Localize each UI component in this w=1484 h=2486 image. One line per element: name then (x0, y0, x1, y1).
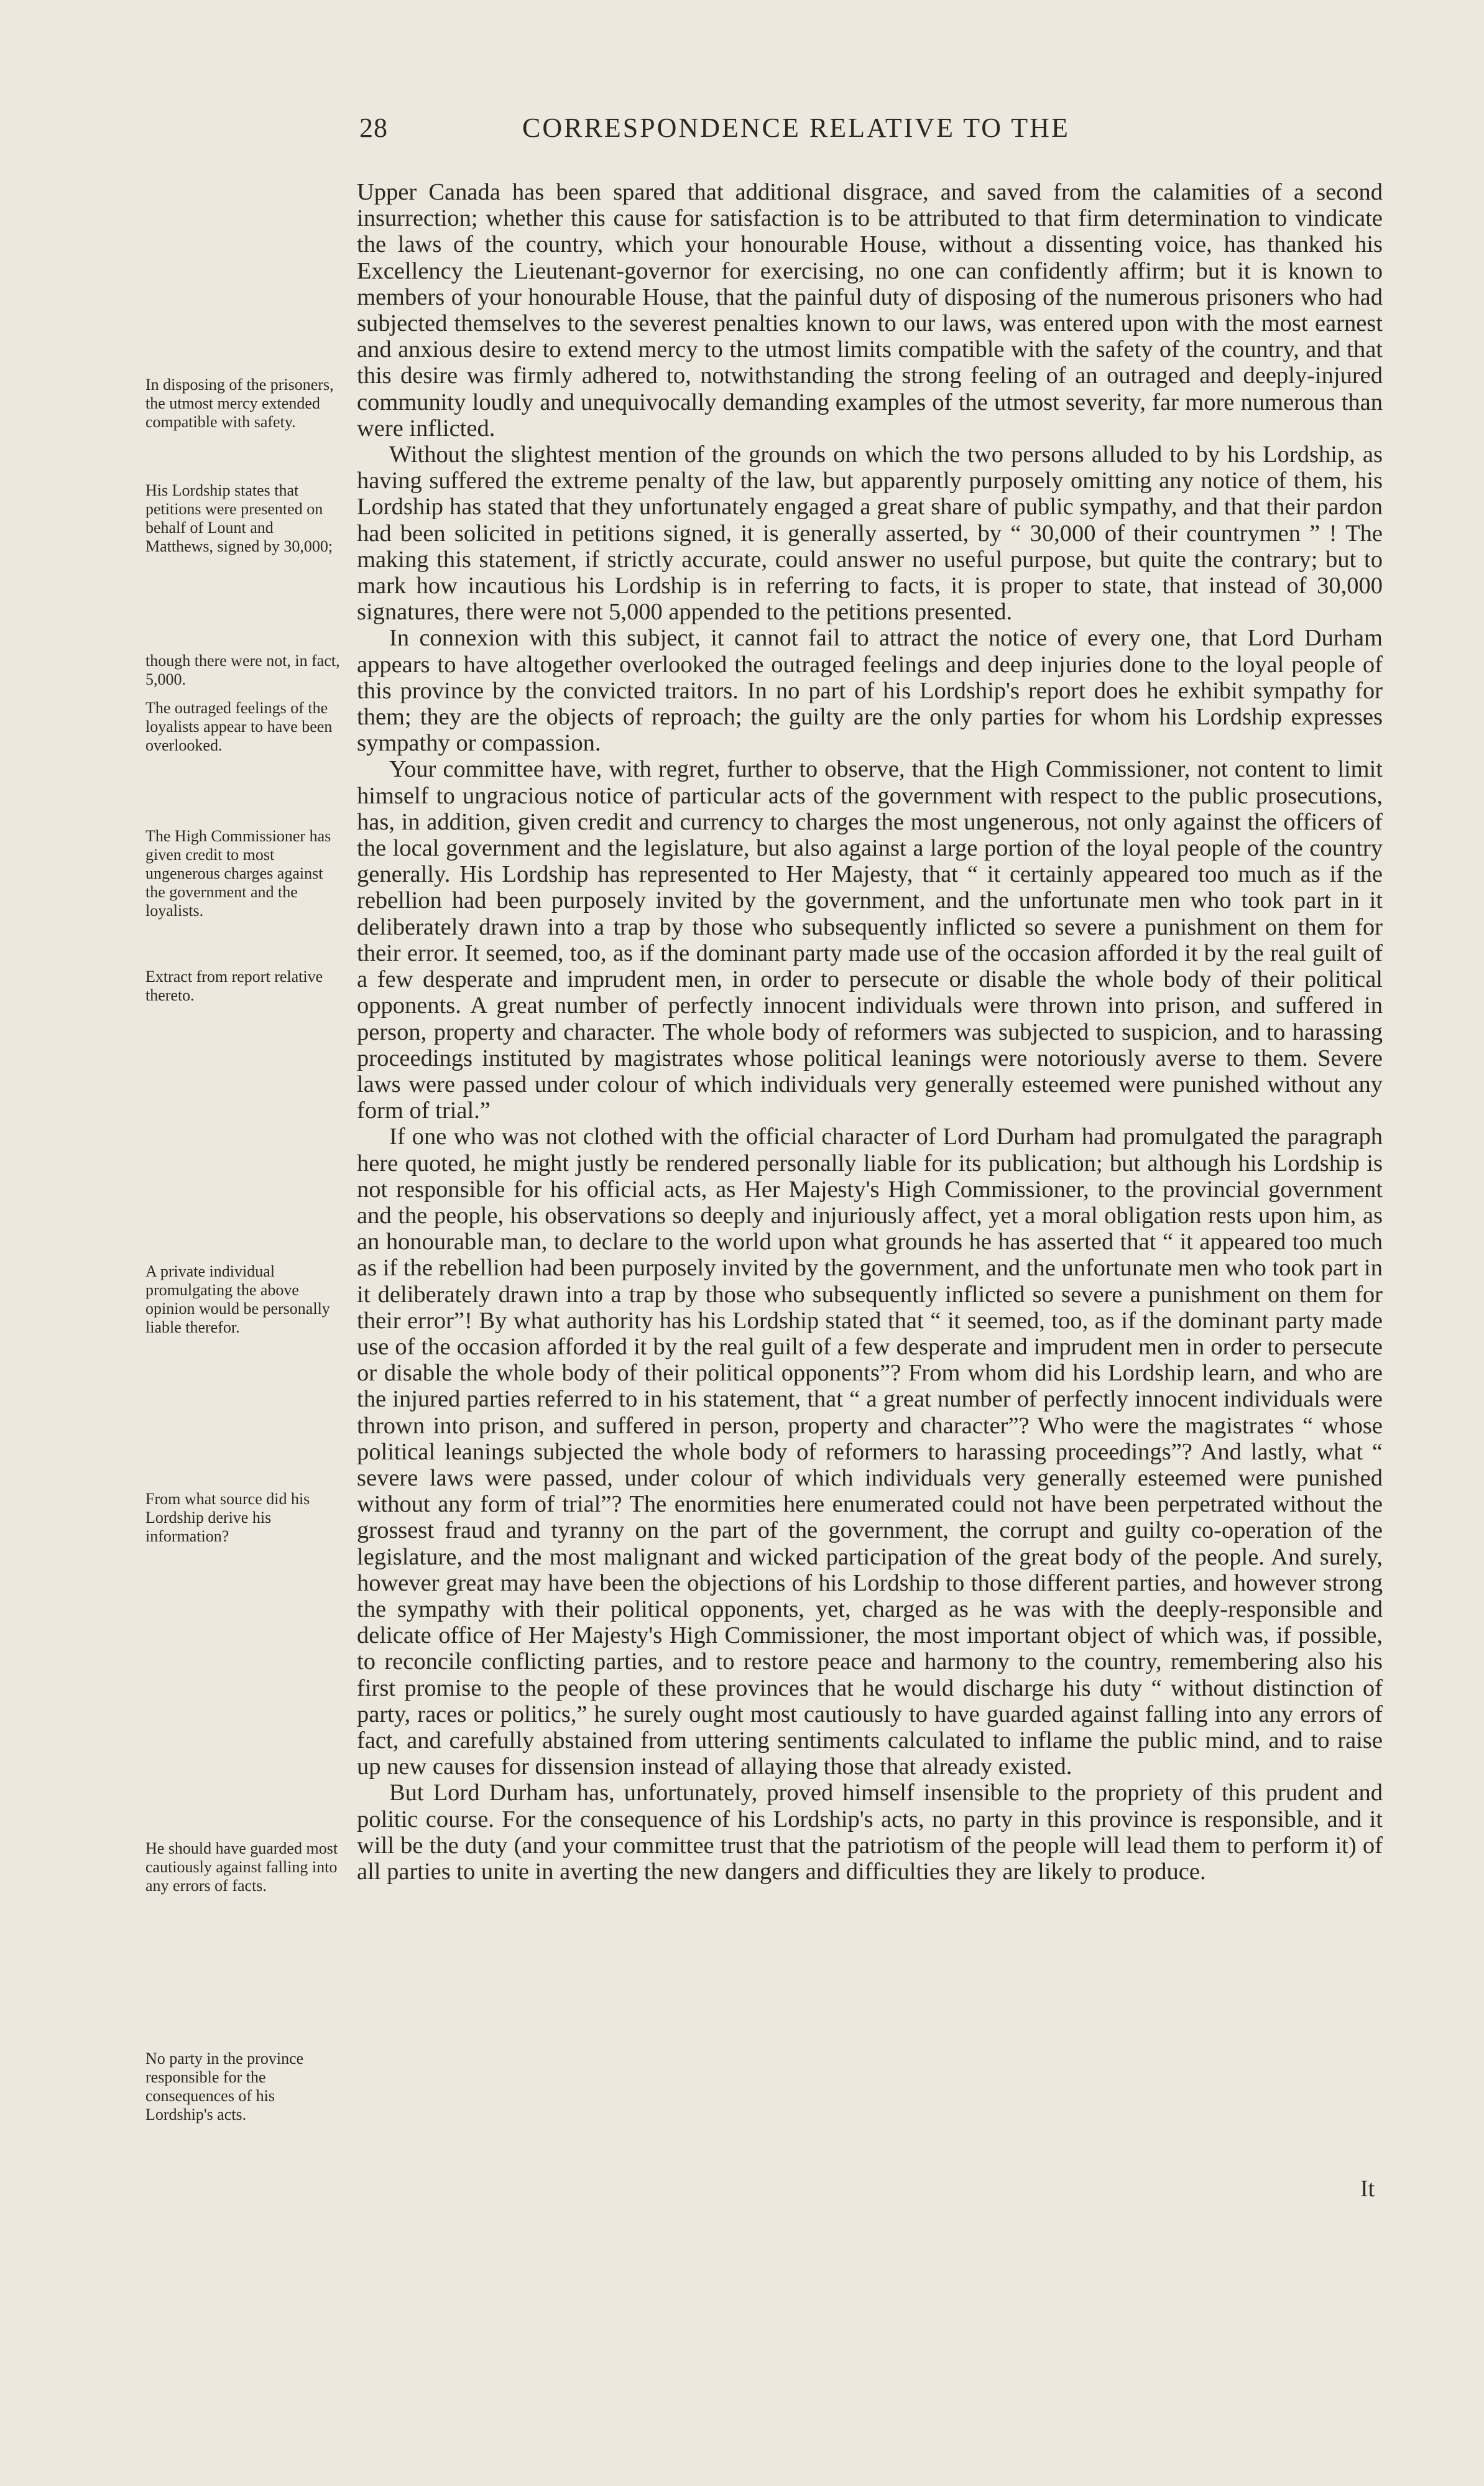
paragraph: In connexion with this subject, it cannot fail to attract the notice of every one, that Lord Durham appears to have altogether overlooked the outraged feelings and deep injuries done to the loyal people of this province by the convicted traitors. In no part of his Lordship's report does he exhibit sympathy for them; they are the objects of reproach; the guilty are the only parties for whom his Lordship expresses sympathy or compassion. (357, 625, 1383, 757)
paragraph: Upper Canada has been spared that additional disgrace, and saved from the calamities of a second insurrection; whether this cause for satisfaction is to be attributed to that firm determination to vindicate the laws of the country, which your honourable House, without a dissenting voice, has thanked his Excellency the Lieutenant-governor for exercising, no one can confidently affirm; but it is known to members of your honourable House, that the painful duty of disposing of the numerous prisoners who had subjected themselves to the severest penalties known to our laws, was entered upon with the most earnest and anxious desire to extend mercy to the utmost limits compatible with the safety of the country, and that this desire was firmly adhered to, notwithstanding the strong feeling of an outraged and deeply-injured community loudly and unequivocally demanding examples of the utmost severity, far more numerous than were inflicted. (357, 179, 1383, 441)
margin-note: He should have guarded most cautiously against falling into any errors of facts. (145, 1839, 338, 1895)
margin-note: His Lordship states that petitions were presented on behalf of Lount and Matthews, signed by 30,000; (145, 481, 333, 555)
paragraph: But Lord Durham has, unfortunately, proved himself insensible to the propriety of this prudent and politic course. For the consequence of his Lordship's acts, no party in this province is responsible, and it will be the duty (and your committee trust that the patriotism of the people will lead them to perform it) of all parties to unite in averting the new dangers and difficulties they are likely to produce. (357, 1780, 1383, 1885)
page-number: 28 (359, 113, 388, 143)
body-text (357, 179, 1383, 1885)
margin-note: though there were not, in fact, 5,000. (145, 652, 340, 688)
margin-note: In disposing of the prisoners, the utmost mercy extended compatible with safety. (145, 376, 334, 431)
running-title: CORRESPONDENCE RELATIVE TO THE (522, 113, 1070, 143)
margin-note: The outraged feelings of the loyalists appear to have been overlooked. (145, 699, 333, 754)
paragraph: If one who was not clothed with the official character of Lord Durham had promulgated the paragraph here quoted, he might justly be rendered personally liable for its publication; but although his Lordship is not responsible for his official acts, as Her Majesty's High Commissioner, to the provincial government and the people, his observations so deeply and injuriously affect, yet a moral obligation rests upon him, as an honourable man, to declare to the world upon what grounds he has asserted that “ it appeared too much as if the rebellion had been purposely invited by the government, and the unfortunate men who took part in it deliberately drawn into a trap by those who subsequently inflicted so severe a punishment on them for their error”! By what authority has his Lordship stated that “ it seemed, too, as if the dominant party made use of the occasion afforded it by the real guilt of a few desperate and imprudent men in order to persecute or disable the whole body of their political opponents”? From whom did his Lordship learn, and who are the injured parties referred to in his statement, that “ a great number of perfectly innocent individuals were thrown into prison, and suffered in person, property and character”? Who were the magistrates “ whose political leanings subjected the whole body of reformers to harassing proceedings”? And lastly, what “ severe laws were passed, under colour of which individuals very generally esteemed were punished without any form of trial”? The enormities here enumerated could not have been perpetrated without the grossest fraud and tyranny on the part of the government, the corrupt and guilty co-operation of the legislature, and the most malignant and wicked participation of the great body of the people. And surely, however great may have been the objections of his Lordship to those different parties, and however strong the sympathy with their political opponents, yet, charged as he was with the deeply-responsible and delicate office of Her Majesty's High Commissioner, the most important object of which was, if possible, to reconcile conflicting parties, and to restore peace and harmony to the country, remembering also his first promise to the people of these provinces that he would discharge his duty “ without distinction of party, races or politics,” he surely ought most cautiously to have guarded against falling into any errors of fact, and carefully abstained from uttering sentiments calculated to inflame the public mind, and to raise up new causes for dissension instead of allaying those that already existed. (357, 1124, 1383, 1780)
margin-note: The High Commissioner has given credit to most ungenerous charges against the government and the loyalists. (145, 827, 331, 920)
margin-note: Extract from report relative thereto. (145, 968, 323, 1004)
paragraph: Without the slightest mention of the grounds on which the two persons alluded to by his Lordship, as having suffered the extreme penalty of the law, but apparently purposely omitting any notice of them, his Lordship has stated that they unfortunately engaged a great share of public sympathy, and that their pardon had been solicited in petitions signed, it is generally asserted, by “ 30,000 of their countrymen ” ! The making this statement, if strictly accurate, could answer no useful purpose, but quite the contrary; but to mark how incautious his Lordship is in referring to facts, it is proper to state, that instead of 30,000 signatures, there were not 5,000 appended to the petitions presented. (357, 441, 1383, 626)
margin-note: No party in the province responsible for the consequences of his Lordship's acts. (145, 2049, 304, 2123)
margin-note: From what source did his Lordship derive his information? (145, 1490, 310, 1545)
page-header (0, 112, 1484, 149)
paragraph: Your committee have, with regret, further to observe, that the High Commissioner, not content to limit himself to ungracious notice of particular acts of the government with respect to the public prosecutions, has, in addition, given credit and currency to charges the most ungenerous, not only against the officers of the local government and the legislature, but also against a large portion of the loyal people of the country generally. His Lordship has represented to Her Majesty, that “ it certainly appeared too much as if the rebellion had been purposely invited by the government, and the unfortunate men who took part in it deliberately drawn into a trap by those who subsequently inflicted so severe a punishment on them for their error. It seemed, too, as if the dominant party made use of the occasion afforded it by the real guilt of a few desperate and imprudent men, in order to persecute or disable the whole body of their political opponents. A great number of perfectly innocent individuals were thrown into prison, and suffered in person, property and character. The whole body of reformers was subjected to suspicion, and to harassing proceedings instituted by magistrates whose political leanings were notoriously averse to them. Severe laws were passed under colour of which individuals very generally esteemed were punished without any form of trial.” (357, 756, 1383, 1124)
margin-note: A private individual promulgating the above opinion would be personally liable therefor. (145, 1262, 330, 1336)
catchword: It (1360, 2176, 1375, 2202)
